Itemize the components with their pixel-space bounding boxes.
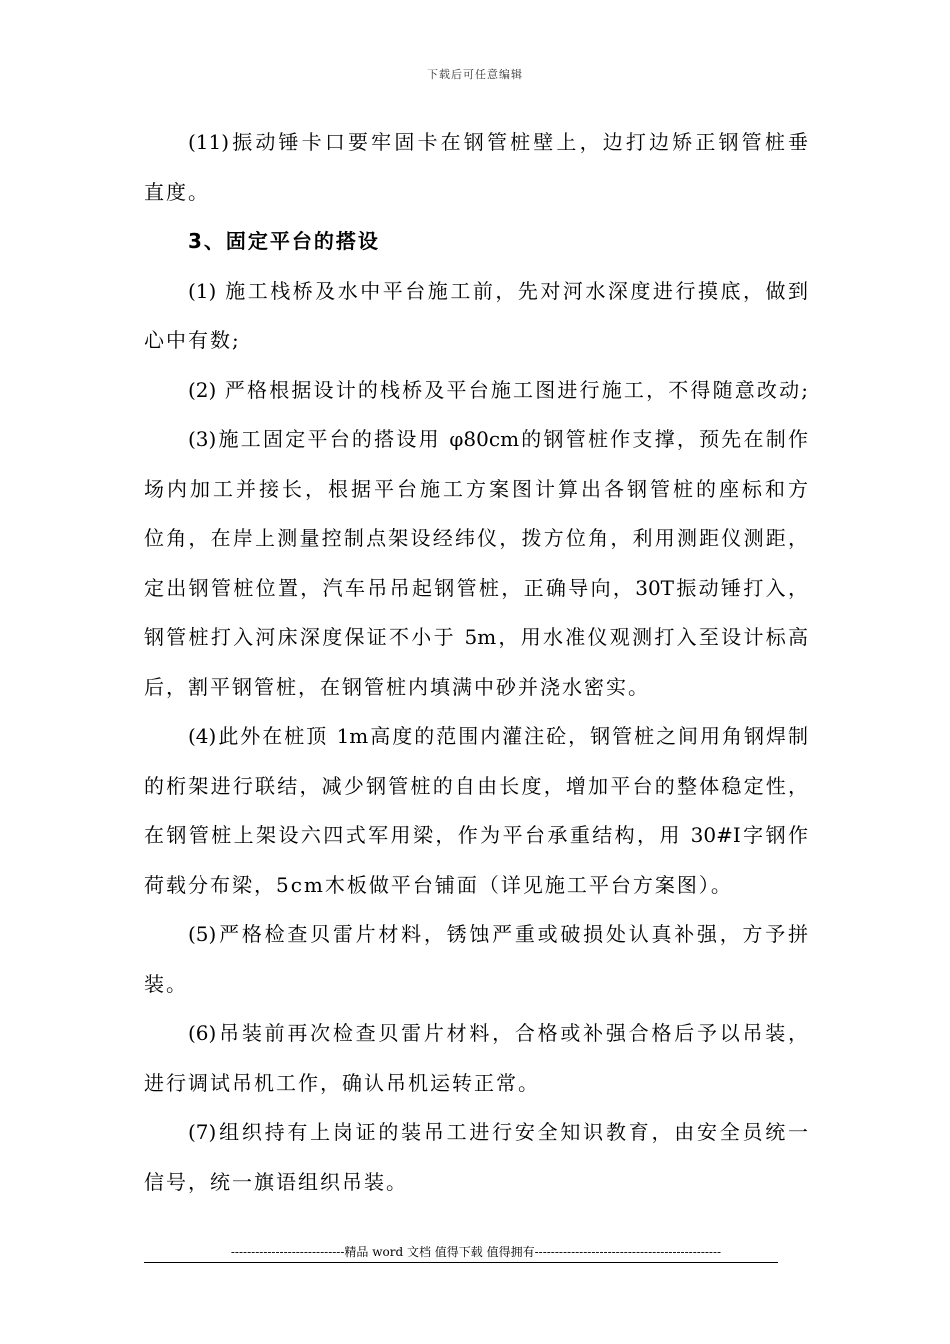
paragraph-3-line-3: 位角，在岸上测量控制点架设经纬仪，拨方位角，利用测距仪测距， [144, 526, 808, 550]
paragraph-11-line-1: (11)振动锤卡口要牢固卡在钢管桩壁上，边打边矫正钢管桩垂 [188, 130, 808, 154]
paragraph-4-line-2: 的桁架进行联结，减少钢管桩的自由长度，增加平台的整体稳定性， [144, 773, 808, 798]
footer-divider [144, 1262, 778, 1263]
paragraph-3-line-2: 场内加工并接长，根据平台施工方案图计算出各钢管桩的座标和方 [144, 476, 808, 501]
paragraph-11-line-2: 直度。 [144, 179, 210, 204]
paragraph-1-line-2: 心中有数; [144, 328, 241, 352]
paragraph-4-line-3: 在钢管桩上架设六四式军用梁，作为平台承重结构，用 30#I字钢作 [144, 823, 808, 847]
paragraph-5-line-2: 装。 [144, 971, 188, 996]
page-header-note: 下载后可任意编辑 [427, 68, 523, 81]
section-heading: 3、固定平台的搭设 [188, 229, 380, 253]
paragraph-6-line-2: 进行调试吊机工作，确认吊机运转正常。 [144, 1070, 540, 1095]
paragraph-5-line-1: (5)严格检查贝雷片材料，锈蚀严重或破损处认真补强，方予拼 [188, 922, 808, 946]
paragraph-3-line-5: 钢管桩打入河床深度保证不小于 5m，用水准仪观测打入至设计标高 [144, 625, 808, 649]
paragraph-7-line-1: (7)组织持有上岗证的装吊工进行安全知识教育，由安全员统一 [188, 1120, 808, 1144]
paragraph-7-line-2: 信号，统一旗语组织吊装。 [144, 1169, 408, 1194]
paragraph-3-line-1: (3)施工固定平台的搭设用 φ80cm的钢管桩作支撑，预先在制作 [188, 427, 808, 451]
page-footer-text: ----------------------------精品 word 文档 值得下载 值得拥有---------------------------------------------- [230, 1245, 722, 1259]
paragraph-6-line-1: (6)吊装前再次检查贝雷片材料，合格或补强合格后予以吊装， [188, 1021, 808, 1045]
paragraph-4-line-1: (4)此外在桩顶 1m高度的范围内灌注砼，钢管桩之间用角钢焊制 [188, 724, 808, 748]
paragraph-3-line-4: 定出钢管桩位置，汽车吊吊起钢管桩，正确导向，30T振动锤打入， [144, 575, 808, 600]
paragraph-3-line-6: 后，割平钢管桩，在钢管桩内填满中砂并浇水密实。 [144, 674, 650, 699]
paragraph-4-line-4: 荷载分布梁，5cm木板做平台铺面（详见施工平台方案图）。 [144, 872, 733, 897]
paragraph-1-line-1: (1) 施工栈桥及水中平台施工前，先对河水深度进行摸底，做到 [188, 278, 808, 303]
paragraph-2-line-1: (2) 严格根据设计的栈桥及平台施工图进行施工，不得随意改动; [188, 377, 808, 402]
document-body [144, 118, 808, 1207]
